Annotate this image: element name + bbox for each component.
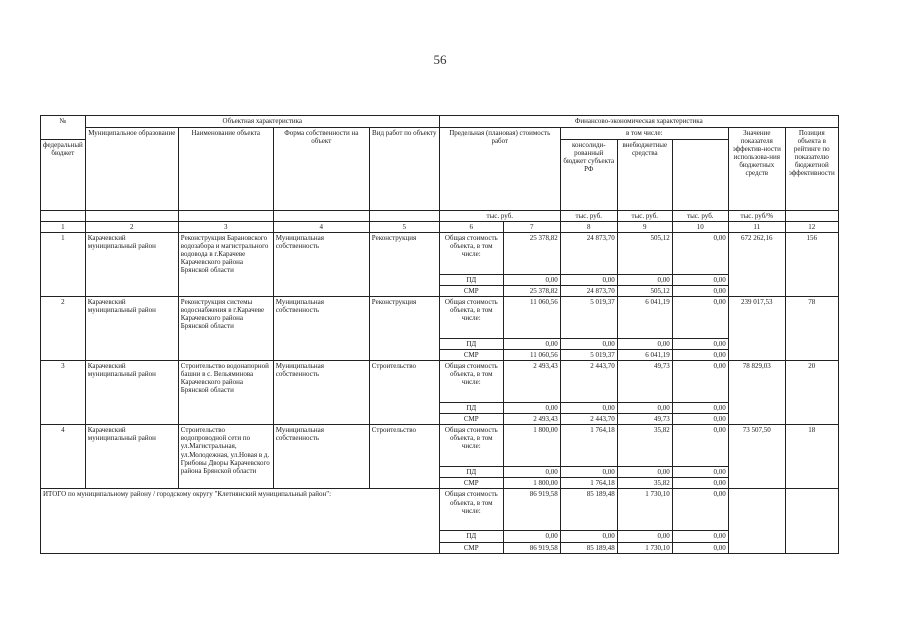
cell-smr-8: 24 873,70	[560, 286, 617, 297]
summary-pd-8: 0,00	[560, 531, 617, 542]
header-ownership: Форма собственности на объект	[273, 128, 369, 211]
summary-total-9: 1 730,10	[617, 489, 672, 531]
row-number: 3	[41, 361, 86, 425]
header-object-name: Наименование объекта	[178, 128, 273, 211]
row-efficiency: 78 829,03	[728, 361, 785, 425]
row-work-type: Реконструкция	[369, 297, 439, 361]
cell-total-8: 24 873,70	[560, 233, 617, 275]
row-smr-label: СМР	[439, 286, 503, 297]
cell-smr-10: 0,00	[672, 350, 728, 361]
cell-smr-9: 35,82	[617, 478, 672, 489]
row-object-name: Реконструкция Барановского водозабора и магистрального водовода в г.Карачеве Карачевского района Брянской области	[178, 233, 273, 297]
unit-col9: тыс. руб.	[617, 211, 672, 222]
unit-col8: тыс. руб.	[560, 211, 617, 222]
row-number: 2	[41, 297, 86, 361]
cell-total-8: 1 764,18	[560, 425, 617, 467]
colnum: 12	[785, 222, 838, 233]
colnum: 6	[439, 222, 503, 233]
row-total-label: Общая стоимость объекта, в том числе:	[439, 361, 503, 403]
row-total-label: Общая стоимость объекта, в том числе:	[439, 425, 503, 467]
header-efficiency: Значение показателя эффектив-ности использова-ния бюджетных средств	[728, 128, 785, 211]
header-including: в том числе:	[560, 128, 728, 140]
cell-pd-10: 0,00	[672, 339, 728, 350]
summary-pd-10: 0,00	[672, 531, 728, 542]
row-municipality: Карачевский муниципальный район	[85, 361, 178, 425]
table-row	[41, 425, 839, 467]
cell-total-9: 6 041,19	[617, 297, 672, 339]
unit-col11: тыс. руб/%	[728, 211, 785, 222]
row-work-type: Строительство	[369, 425, 439, 489]
row-total-label: Общая стоимость объекта, в том числе:	[439, 233, 503, 275]
row-ownership: Муниципальная собственность	[273, 361, 369, 425]
header-num: №	[41, 116, 86, 140]
colnum: 8	[560, 222, 617, 233]
cell-pd-10: 0,00	[672, 403, 728, 414]
table-row	[41, 233, 839, 275]
row-object-name: Строительство водонапорной башни в с. Вельяминова Карачевского района Брянской области	[178, 361, 273, 425]
row-municipality: Карачевский муниципальный район	[85, 425, 178, 489]
cell-total-7: 2 493,43	[503, 361, 560, 403]
header-municipality: Муниципальное образование	[85, 128, 178, 211]
cell-smr-9: 49,73	[617, 414, 672, 425]
colnum: 3	[178, 222, 273, 233]
row-ownership: Муниципальная собственность	[273, 425, 369, 489]
cell-pd-7: 0,00	[503, 467, 560, 478]
row-object-name: Строительство водопроводной сети по ул.Магистральная, ул.Молодежная, ул.Новая в д. Грибовы Дворы Карачевского района Брянской области	[178, 425, 273, 489]
cell-pd-8: 0,00	[560, 403, 617, 414]
row-pd-label: ПД	[439, 275, 503, 286]
cell-total-10: 0,00	[672, 233, 728, 275]
summary-total-7: 86 919,58	[503, 489, 560, 531]
cell-smr-7: 25 378,82	[503, 286, 560, 297]
cell-smr-10: 0,00	[672, 414, 728, 425]
cell-total-9: 49,73	[617, 361, 672, 403]
cell-total-10: 0,00	[672, 361, 728, 403]
cell-pd-9: 0,00	[617, 403, 672, 414]
summary-pd-label: ПД	[439, 531, 503, 542]
summary-smr-label: СМР	[439, 542, 503, 553]
summary-pd-7: 0,00	[503, 531, 560, 542]
cell-pd-9: 0,00	[617, 467, 672, 478]
header-extrabudget: внебюджетные средства	[617, 140, 672, 211]
cell-total-9: 35,82	[617, 425, 672, 467]
cell-total-7: 1 800,00	[503, 425, 560, 467]
row-number: 4	[41, 425, 86, 489]
header-row-subgroups	[41, 128, 839, 140]
cell-total-10: 0,00	[672, 425, 728, 467]
cell-smr-7: 2 493,43	[503, 414, 560, 425]
cell-pd-9: 0,00	[617, 275, 672, 286]
cell-total-8: 5 019,37	[560, 297, 617, 339]
header-row-groups	[41, 116, 839, 128]
cell-pd-8: 0,00	[560, 275, 617, 286]
row-efficiency: 73 507,50	[728, 425, 785, 489]
cell-total-7: 25 378,82	[503, 233, 560, 275]
unit-col10: тыс. руб.	[672, 211, 728, 222]
row-pd-label: ПД	[439, 403, 503, 414]
row-smr-label: СМР	[439, 350, 503, 361]
row-ownership: Муниципальная собственность	[273, 233, 369, 297]
row-position: 18	[785, 425, 838, 489]
cell-smr-8: 5 019,37	[560, 350, 617, 361]
financial-table	[40, 115, 839, 554]
header-max-cost: Предельная (плановая) стоимость работ	[439, 128, 560, 211]
colnum: 5	[369, 222, 439, 233]
colnum: 11	[728, 222, 785, 233]
header-work-type: Вид работ по объекту	[369, 128, 439, 211]
header-federal: федеральный бюджет	[41, 140, 86, 211]
row-position: 78	[785, 297, 838, 361]
cell-smr-8: 1 764,18	[560, 478, 617, 489]
cell-pd-10: 0,00	[672, 275, 728, 286]
row-work-type: Реконструкция	[369, 233, 439, 297]
row-position: 156	[785, 233, 838, 297]
colnum: 7	[503, 222, 560, 233]
table-row	[41, 297, 839, 339]
row-efficiency: 672 262,16	[728, 233, 785, 297]
summary-smr-10: 0,00	[672, 542, 728, 553]
colnum: 4	[273, 222, 369, 233]
cell-pd-8: 0,00	[560, 339, 617, 350]
cell-smr-10: 0,00	[672, 286, 728, 297]
row-pd-label: ПД	[439, 339, 503, 350]
row-ownership: Муниципальная собственность	[273, 297, 369, 361]
cell-pd-7: 0,00	[503, 339, 560, 350]
header-consolidated: консолиди-рованный бюджет субъекта РФ	[560, 140, 617, 211]
summary-efficiency-empty	[728, 489, 785, 553]
colnum: 2	[85, 222, 178, 233]
header-object-group: Объектная характеристика	[85, 116, 439, 128]
cell-total-8: 2 443,70	[560, 361, 617, 403]
cell-smr-7: 11 060,56	[503, 350, 560, 361]
row-position: 20	[785, 361, 838, 425]
summary-row	[41, 489, 839, 531]
table-row	[41, 361, 839, 403]
cell-total-10: 0,00	[672, 297, 728, 339]
summary-total-label: Общая стоимость объекта, в том числе:	[439, 489, 503, 531]
row-municipality: Карачевский муниципальный район	[85, 297, 178, 361]
cell-total-7: 11 060,56	[503, 297, 560, 339]
summary-total-10: 0,00	[672, 489, 728, 531]
units-row	[41, 211, 839, 222]
row-smr-label: СМР	[439, 414, 503, 425]
cell-smr-9: 505,12	[617, 286, 672, 297]
cell-total-9: 505,12	[617, 233, 672, 275]
row-pd-label: ПД	[439, 467, 503, 478]
cell-pd-8: 0,00	[560, 467, 617, 478]
row-object-name: Реконструкция системы водоснабжения в г.Карачеве Карачевского района Брянской области	[178, 297, 273, 361]
cell-smr-7: 1 800,00	[503, 478, 560, 489]
colnum: 1	[41, 222, 86, 233]
row-total-label: Общая стоимость объекта, в том числе:	[439, 297, 503, 339]
row-number: 1	[41, 233, 86, 297]
cell-pd-7: 0,00	[503, 403, 560, 414]
colnum: 10	[672, 222, 728, 233]
cell-smr-8: 2 443,70	[560, 414, 617, 425]
summary-label: ИТОГО по муниципальному району / городскому округу "Клетнянский муниципальный район":	[41, 489, 440, 553]
column-numbers-row	[41, 222, 839, 233]
summary-total-8: 85 189,48	[560, 489, 617, 531]
row-smr-label: СМР	[439, 478, 503, 489]
cell-pd-10: 0,00	[672, 467, 728, 478]
summary-smr-8: 85 189,48	[560, 542, 617, 553]
header-position: Позиция объекта в рейтинге по показателю бюджетной эффективности	[785, 128, 838, 211]
row-efficiency: 239 017,53	[728, 297, 785, 361]
cell-smr-10: 0,00	[672, 478, 728, 489]
colnum: 9	[617, 222, 672, 233]
summary-pd-9: 0,00	[617, 531, 672, 542]
summary-smr-7: 86 919,58	[503, 542, 560, 553]
header-finance-group: Финансово-экономическая характеристика	[439, 116, 838, 128]
cell-smr-9: 6 041,19	[617, 350, 672, 361]
summary-position-empty	[785, 489, 838, 553]
summary-smr-9: 1 730,10	[617, 542, 672, 553]
cell-pd-9: 0,00	[617, 339, 672, 350]
row-work-type: Строительство	[369, 361, 439, 425]
page-number: 56	[433, 52, 447, 67]
cell-pd-7: 0,00	[503, 275, 560, 286]
row-municipality: Карачевский муниципальный район	[85, 233, 178, 297]
unit-col6: тыс. руб.	[439, 211, 560, 222]
